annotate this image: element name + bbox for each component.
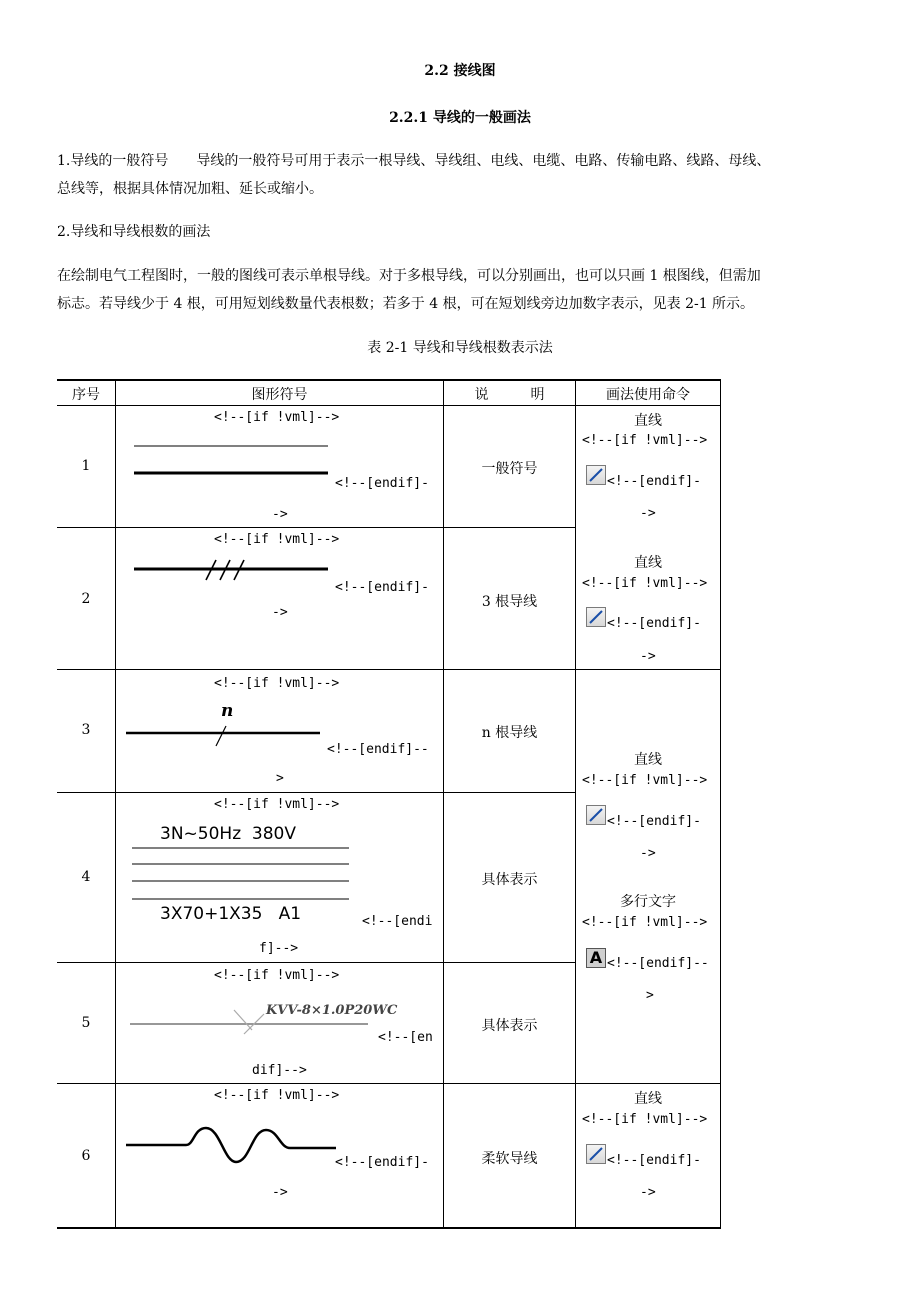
cmd-mtext-vml-close-b: > xyxy=(646,988,654,1003)
row-3-vml-close-a: <!--[endif]-- xyxy=(327,742,429,757)
row-divider-4 xyxy=(57,962,576,963)
line-tool-icon[interactable] xyxy=(586,465,606,485)
cmd-mtext-label: 多行文字 xyxy=(620,894,676,910)
row-2-no: 2 xyxy=(81,591,91,607)
row-2-desc: 3 根导线 xyxy=(481,594,538,610)
row-4-top-label: 3N~50Hz 380V xyxy=(160,824,296,844)
row-divider-5 xyxy=(57,1083,721,1084)
cmd-mtext-vml-open: <!--[if !vml]--> xyxy=(582,915,708,930)
row-3-no: 3 xyxy=(81,722,91,738)
cmd-6-vml-close-a: <!--[endif]- xyxy=(607,1153,701,1168)
row-4-symbol xyxy=(128,844,353,904)
row-4-no: 4 xyxy=(81,869,91,885)
header-symbol: 图形符号 xyxy=(251,387,308,403)
row-3-vml-open: <!--[if !vml]--> xyxy=(214,676,340,691)
header-desc: 说 明 xyxy=(474,387,545,403)
col-divider-2 xyxy=(443,380,444,1228)
paragraph-1-line-2: 总线等，根据具体情况加粗、延长或缩小。 xyxy=(57,181,323,197)
paragraph-3-line-1: 在绘制电气工程图时，一般的图线可表示单根导线。对于多根导线，可以分别画出，也可以只画 1 根图线，但需加 xyxy=(57,268,761,284)
multiline-text-tool-icon[interactable]: A xyxy=(586,948,606,968)
row-5-cable-label: KVV-8×1.0P20WC xyxy=(266,1003,398,1018)
row-5-vml-close-a: <!--[en xyxy=(378,1030,433,1045)
paragraph-3 xyxy=(57,262,877,318)
row-6-vml-close-a: <!--[endif]- xyxy=(335,1155,429,1170)
cmd-2-vml-open: <!--[if !vml]--> xyxy=(582,576,708,591)
line-tool-icon[interactable] xyxy=(586,1144,606,1164)
cmd-2-label: 直线 xyxy=(634,555,662,571)
row-divider-1 xyxy=(57,527,576,528)
cmd-3-vml-open: <!--[if !vml]--> xyxy=(582,773,708,788)
row-4-vml-close-a: <!--[endi xyxy=(362,914,433,929)
header-command: 画法使用命令 xyxy=(606,387,690,403)
row-5-desc: 具体表示 xyxy=(481,1018,538,1034)
cmd-6-vml-open: <!--[if !vml]--> xyxy=(582,1112,708,1127)
cmd-6-label: 直线 xyxy=(634,1091,662,1107)
row-4-vml-open: <!--[if !vml]--> xyxy=(214,797,340,812)
row-1-symbol xyxy=(130,440,335,480)
row-5-no: 5 xyxy=(81,1015,91,1031)
cmd-mtext-vml-close-a: <!--[endif]-- xyxy=(607,956,709,971)
row-5-vml-close-b: dif]--> xyxy=(252,1063,307,1078)
row-6-vml-open: <!--[if !vml]--> xyxy=(214,1088,340,1103)
subsection-title: 2.2.1 导线的一般画法 xyxy=(389,110,531,126)
row-3-desc: n 根导线 xyxy=(481,725,538,741)
row-1-no: 1 xyxy=(81,458,91,474)
table-top-border xyxy=(57,379,721,381)
row-6-no: 6 xyxy=(81,1148,91,1164)
line-tool-icon[interactable] xyxy=(586,805,606,825)
table-bottom-border xyxy=(57,1227,721,1229)
row-1-desc: 一般符号 xyxy=(481,461,538,477)
table-header-border xyxy=(57,405,721,406)
row-1-vml-open: <!--[if !vml]--> xyxy=(214,410,340,425)
paragraph-3-line-2: 标志。若导线少于 4 根，可用短划线数量代表根数；若多于 4 根，可在短划线旁边加数字表示，见表 2-1 所示。 xyxy=(57,296,755,312)
row-2-symbol xyxy=(130,558,335,586)
header-no: 序号 xyxy=(72,387,100,403)
row-4-desc: 具体表示 xyxy=(481,872,538,888)
row-5-vml-open: <!--[if !vml]--> xyxy=(214,968,340,983)
paragraph-1-line-1: 1.导线的一般符号 导线的一般符号可用于表示一根导线、导线组、电线、电缆、电路、传输电路、线路、母线、 xyxy=(57,153,771,169)
paragraph-2: 2.导线和导线根数的画法 xyxy=(57,224,211,240)
cmd-6-vml-close-b: -> xyxy=(640,1185,656,1200)
row-6-desc: 柔软导线 xyxy=(481,1151,538,1167)
cmd-2-vml-close-b: -> xyxy=(640,649,656,664)
cmd-1-vml-close-a: <!--[endif]- xyxy=(607,474,701,489)
cmd-1-vml-close-b: -> xyxy=(640,506,656,521)
row-divider-2 xyxy=(57,669,721,670)
cmd-1-label: 直线 xyxy=(634,413,662,429)
cmd-1-vml-open: <!--[if !vml]--> xyxy=(582,433,708,448)
row-6-vml-close-b: -> xyxy=(272,1185,288,1200)
paragraph-1 xyxy=(57,147,877,203)
row-2-vml-open: <!--[if !vml]--> xyxy=(214,532,340,547)
row-2-vml-close-b: -> xyxy=(272,605,288,620)
cmd-3-vml-close-b: -> xyxy=(640,846,656,861)
row-3-n-label: n xyxy=(221,701,234,721)
col-divider-4 xyxy=(720,380,721,1228)
cmd-3-vml-close-a: <!--[endif]- xyxy=(607,814,701,829)
row-4-bottom-label: 3X70+1X35 A1 xyxy=(160,904,302,924)
col-divider-1 xyxy=(115,380,116,1228)
cmd-2-vml-close-a: <!--[endif]- xyxy=(607,616,701,631)
row-1-vml-close-b: -> xyxy=(272,507,288,522)
section-title: 2.2 接线图 xyxy=(424,63,496,79)
row-4-vml-close-b: f]--> xyxy=(259,941,299,956)
row-3-vml-close-b: > xyxy=(276,771,284,786)
table-caption: 表 2-1 导线和导线根数表示法 xyxy=(367,340,553,356)
line-tool-icon[interactable] xyxy=(586,607,606,627)
row-2-vml-close-a: <!--[endif]- xyxy=(335,580,429,595)
row-6-symbol xyxy=(124,1118,339,1168)
row-1-vml-close-a: <!--[endif]- xyxy=(335,476,429,491)
cmd-3-label: 直线 xyxy=(634,752,662,768)
row-divider-3 xyxy=(57,792,576,793)
